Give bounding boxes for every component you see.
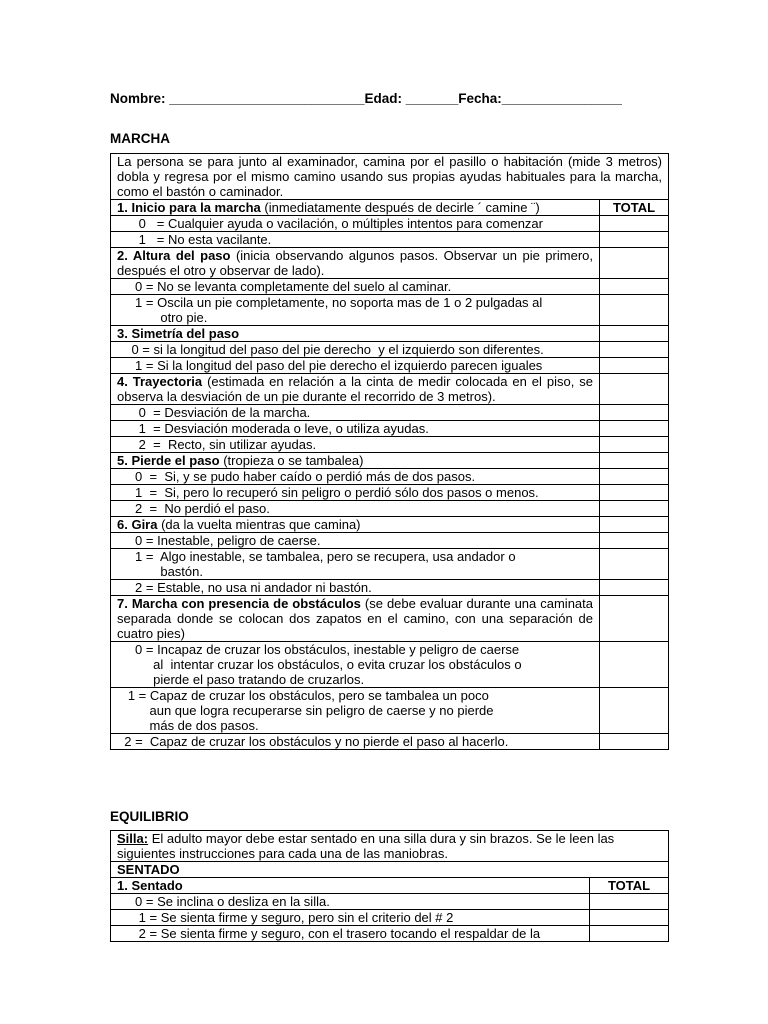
score-cell xyxy=(600,358,669,374)
score-option xyxy=(111,469,600,485)
score-option xyxy=(111,437,600,453)
score-option xyxy=(111,642,600,688)
form-header: Nombre: __________________________Edad: _______Fecha:________________ xyxy=(110,91,622,106)
score-cell xyxy=(600,326,669,342)
option-text: 1 = Se sienta firme y seguro, pero sin el criterio del # 2 xyxy=(117,910,454,925)
equilibrio-intro xyxy=(111,831,669,862)
score-cell xyxy=(600,596,669,642)
option-text: 0 = si la longitud del paso del pie derecho y el izquierdo son diferentes. xyxy=(117,342,544,357)
score-cell xyxy=(600,216,669,232)
score-cell xyxy=(600,688,669,734)
score-cell xyxy=(600,437,669,453)
score-option xyxy=(111,279,600,295)
option-text: 1 = Capaz de cruzar los obstáculos, pero se tambalea un poco aun que logra recuperarse sin peligro de caerse y no pierde más de dos pasos. xyxy=(127,688,494,733)
score-cell xyxy=(600,501,669,517)
score-cell xyxy=(600,580,669,596)
silla-instructions: El adulto mayor debe estar sentado en una silla dura y sin brazos. Se le leen las siguientes instrucciones para cada una de las maniobras. xyxy=(117,831,615,861)
option-text: 1 = Si la longitud del paso del pie derecho el izquierdo parecen iguales xyxy=(117,358,543,373)
score-cell xyxy=(600,533,669,549)
marcha-table xyxy=(110,153,669,750)
option-text: 0 = Incapaz de cruzar los obstáculos, inestable y peligro de caerse al intentar cruzar los obstáculos, o evita cruzar los obstáculos o pierde el paso tratando de cruzarlos. xyxy=(135,642,522,687)
option-text: 0 = Se inclina o desliza en la silla. xyxy=(117,894,330,909)
score-option xyxy=(111,485,600,501)
item-description: (estimada en relación a la cinta de medir colocada en el piso, se observa la desviación de un pie durante el recorrido de 3 metros). xyxy=(117,374,593,404)
equilibrio-section-title: EQUILIBRIO xyxy=(110,809,189,824)
option-text: 1 = No esta vacilante. xyxy=(117,232,272,247)
equilibrio-table xyxy=(110,830,669,942)
option-text: 1 = Si, pero lo recuperó sin peligro o perdió sólo dos pasos o menos. xyxy=(117,485,539,500)
score-option xyxy=(111,232,600,248)
item-description: (da la vuelta mientras que camina) xyxy=(157,517,361,532)
marcha-item-heading xyxy=(111,248,600,279)
score-cell xyxy=(600,342,669,358)
option-text: 1 = Oscila un pie completamente, no soporta mas de 1 o 2 pulgadas al otro pie. xyxy=(135,295,543,325)
score-cell xyxy=(600,549,669,580)
option-text: 0 = Desviación de la marcha. xyxy=(117,405,311,420)
item-title: 2. Altura del paso xyxy=(117,248,231,263)
score-cell xyxy=(590,926,669,942)
item-title: 5. Pierde el paso xyxy=(117,453,220,468)
option-text: 2 = Capaz de cruzar los obstáculos y no pierde el paso al hacerlo. xyxy=(117,734,509,749)
silla-label: Silla: xyxy=(117,831,149,846)
item-description: (tropieza o se tambalea) xyxy=(219,453,364,468)
marcha-item-heading xyxy=(111,596,600,642)
score-cell xyxy=(590,910,669,926)
score-option xyxy=(111,533,600,549)
equilibrio-total-header: TOTAL xyxy=(590,878,669,894)
marcha-item-heading xyxy=(111,517,600,533)
option-text: 0 = Inestable, peligro de caerse. xyxy=(117,533,321,548)
score-option xyxy=(111,295,600,326)
score-cell xyxy=(600,734,669,750)
option-text: 0 = Cualquier ayuda o vacilación, o múltiples intentos para comenzar xyxy=(117,216,543,231)
sentado-item-head: 1. Sentado xyxy=(111,878,590,894)
score-cell xyxy=(600,421,669,437)
score-cell xyxy=(600,374,669,405)
score-cell xyxy=(600,405,669,421)
score-option xyxy=(111,501,600,517)
score-cell xyxy=(600,485,669,501)
option-text: 1 = Algo inestable, se tambalea, pero se recupera, usa andador o bastón. xyxy=(135,549,516,579)
score-option xyxy=(111,421,600,437)
marcha-total-header: TOTAL xyxy=(600,200,669,216)
score-cell xyxy=(600,469,669,485)
score-option xyxy=(111,926,590,942)
sentado-heading: SENTADO xyxy=(111,862,669,878)
score-option xyxy=(111,894,590,910)
item-title: 6. Gira xyxy=(117,517,158,532)
item-title: 7. Marcha con presencia de obstáculos xyxy=(117,596,361,611)
marcha-item-heading xyxy=(111,453,600,469)
score-option xyxy=(111,910,590,926)
item-description: (inmediatamente después de decirle ´ camine ¨) xyxy=(260,200,540,215)
item-title: 4. Trayectoria xyxy=(117,374,203,389)
score-option xyxy=(111,358,600,374)
score-cell xyxy=(600,453,669,469)
score-cell xyxy=(600,642,669,688)
item-title: 1. Inicio para la marcha xyxy=(117,200,261,215)
score-cell xyxy=(600,517,669,533)
item-description: (inicia observando algunos pasos. Observar un pie primero, después el otro y observar de lado). xyxy=(117,248,593,278)
option-text: 2 = Estable, no usa ni andador ni bastón. xyxy=(117,580,372,595)
marcha-section-title: MARCHA xyxy=(110,131,170,146)
score-cell xyxy=(600,248,669,279)
score-option xyxy=(111,688,600,734)
option-text: 2 = Recto, sin utilizar ayudas. xyxy=(117,437,317,452)
score-option xyxy=(111,342,600,358)
item-title: 3. Simetría del paso xyxy=(117,326,240,341)
score-cell xyxy=(600,279,669,295)
option-text: 0 = No se levanta completamente del suelo al caminar. xyxy=(117,279,452,294)
option-text: 2 = Se sienta firme y seguro, con el trasero tocando el respaldar de la xyxy=(117,926,541,941)
score-option xyxy=(111,734,600,750)
marcha-item-heading xyxy=(111,200,600,216)
marcha-item-heading xyxy=(111,326,600,342)
score-cell xyxy=(590,894,669,910)
marcha-item-heading xyxy=(111,374,600,405)
score-option xyxy=(111,405,600,421)
marcha-intro: La persona se para junto al examinador, camina por el pasillo o habitación (mide 3 metros) dobla y regresa por el mismo camino usando sus propias ayudas habituales para la marcha, como el bastón o caminador. xyxy=(111,154,669,200)
item-description: (se debe evaluar durante una caminata separada donde se colocan dos zapatos en el camino, con una separación de cuatro pies) xyxy=(117,596,593,641)
score-option xyxy=(111,216,600,232)
score-option xyxy=(111,549,600,580)
option-text: 1 = Desviación moderada o leve, o utiliza ayudas. xyxy=(117,421,429,436)
option-text: 2 = No perdió el paso. xyxy=(117,501,270,516)
score-option xyxy=(111,580,600,596)
option-text: 0 = Si, y se pudo haber caído o perdió más de dos pasos. xyxy=(117,469,476,484)
score-cell xyxy=(600,232,669,248)
score-cell xyxy=(600,295,669,326)
